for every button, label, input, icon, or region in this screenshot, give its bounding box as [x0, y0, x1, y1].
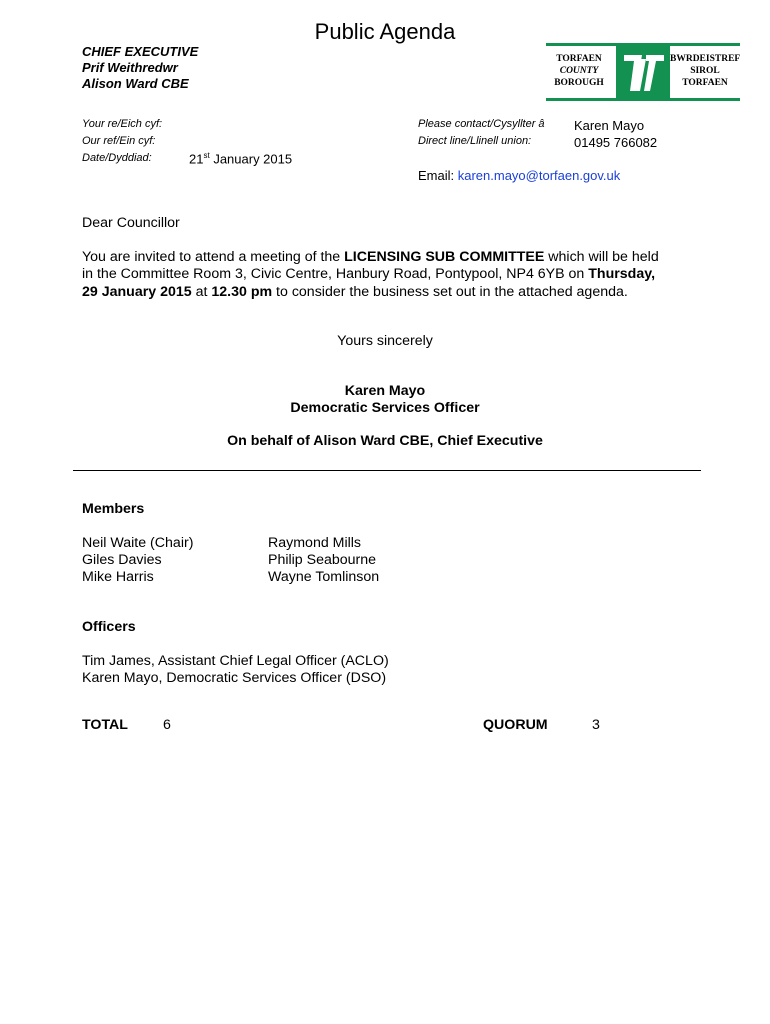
email-label: Email: — [418, 168, 458, 183]
member-item: Philip Seabourne — [268, 552, 377, 568]
total-label: TOTAL — [82, 717, 128, 733]
your-ref-label: Your re/Eich cyf: — [82, 118, 163, 130]
chief-executive-label: CHIEF EXECUTIVE — [82, 44, 199, 59]
email-link[interactable]: karen.mayo@torfaen.gov.uk — [457, 168, 621, 183]
member-item: Neil Waite (Chair) — [82, 535, 194, 551]
date-label: Date/Dyddiad: — [82, 152, 152, 164]
logo-welsh-text: BWRDEISTREF SIROL TORFAEN — [670, 54, 741, 88]
signer-name: Karen Mayo — [344, 383, 426, 399]
officers-heading: Officers — [82, 619, 136, 635]
contact-label: Please contact/Cysyllter â — [418, 118, 545, 130]
closing: Yours sincerely — [337, 333, 433, 349]
quorum-label: QUORUM — [483, 717, 548, 733]
torfaen-logo-mark-icon — [616, 43, 670, 101]
committee-name: LICENSING SUB COMMITTEE — [344, 249, 545, 265]
member-item: Raymond Mills — [268, 535, 362, 551]
member-item: Wayne Tomlinson — [268, 569, 380, 585]
divider — [73, 470, 701, 471]
date-value: 21st January 2015 — [189, 151, 293, 167]
salutation: Dear Councillor — [82, 215, 180, 231]
email-line — [418, 168, 620, 183]
quorum-value: 3 — [592, 717, 600, 733]
page-title: Public Agenda — [314, 19, 456, 44]
welsh-title-label: Prif Weithredwr — [82, 60, 178, 75]
invitation-line-2: in the Committee Room 3, Civic Centre, Hanbury Road, Pontypool, NP4 6YB on Thursday, — [82, 266, 656, 282]
invitation-line-3: 29 January 2015 at 12.30 pm to consider the business set out in the attached agenda. — [82, 284, 628, 300]
logo-english-text: TORFAEN COUNTY BOROUGH — [554, 54, 604, 88]
contact-name: Karen Mayo — [574, 118, 645, 133]
officer-item: Tim James, Assistant Chief Legal Officer (ACLO) — [82, 653, 389, 669]
member-item: Giles Davies — [82, 552, 162, 568]
meeting-time: 12.30 pm — [211, 284, 273, 300]
our-ref-label: Our ref/Ein cyf: — [82, 135, 156, 147]
signer-title: Democratic Services Officer — [290, 400, 480, 416]
meeting-date: 29 January 2015 — [82, 284, 192, 300]
direct-line-label: Direct line/Llinell union: — [418, 135, 532, 147]
member-item: Mike Harris — [82, 569, 154, 585]
total-value: 6 — [163, 717, 171, 733]
members-heading: Members — [82, 501, 145, 517]
direct-line-value: 01495 766082 — [574, 135, 658, 150]
torfaen-logo — [546, 43, 740, 101]
behalf-line: On behalf of Alison Ward CBE, Chief Executive — [227, 433, 543, 449]
officer-item: Karen Mayo, Democratic Services Officer (DSO) — [82, 670, 387, 686]
ceo-name: Alison Ward CBE — [82, 76, 189, 91]
invitation-line-1: You are invited to attend a meeting of the LICENSING SUB COMMITTEE which will be held — [82, 249, 659, 265]
